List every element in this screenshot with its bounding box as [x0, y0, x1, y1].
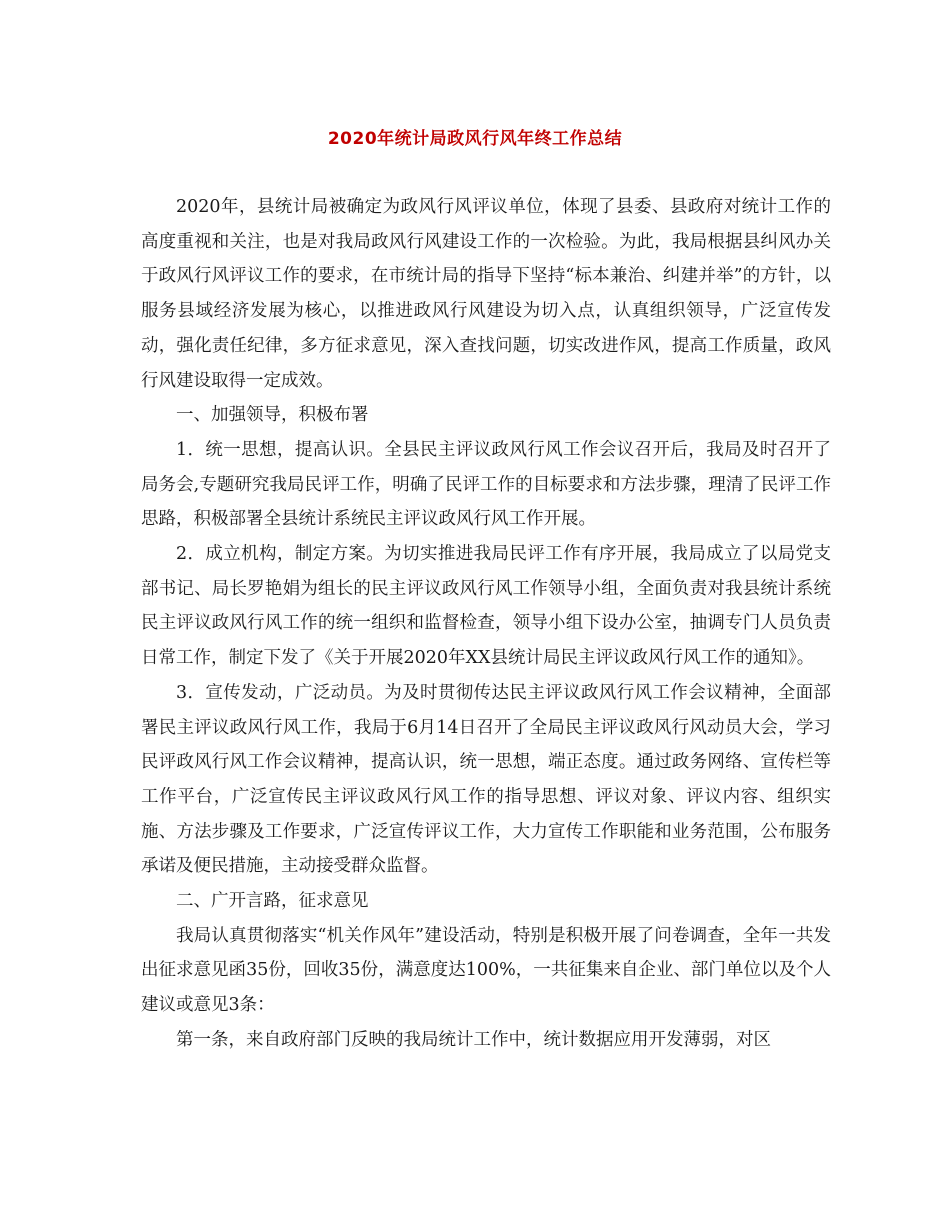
- paragraph-item-1: 1．统一思想，提高认识。全县民主评议政风行风工作会议召开后，我局及时召开了局务会,专题研究我局民评工作，明确了民评工作的目标要求和方法步骤，理清了民评工作思路，积极部署全县统计系统民主评议政风行风工作开展。: [141, 439, 831, 530]
- paragraph-item-3: 3．宣传发动，广泛动员。为及时贯彻传达民主评议政风行风工作会议精神，全面部署民主评议政风行风工作，我局于6月14日召开了全局民主评议政风行风动员大会，学习民评政风行风工作会议精神，提高认识，统一思想，端正态度。通过政务网络、宣传栏等工作平台，广泛宣传民主评议政风行风工作的指导思想、评议对象、评议内容、组织实施、方法步骤及工作要求，广泛宣传评议工作，大力宣传工作职能和业务范围，公布服务承诺及便民措施，主动接受群众监督。: [141, 682, 831, 877]
- section-heading-1: 一、加强领导，积极布署: [176, 405, 369, 426]
- document-body: [141, 190, 831, 1058]
- paragraph-intro: 2020年，县统计局被确定为政风行风评议单位，体现了县委、县政府对统计工作的高度重视和关注，也是对我局政风行风建设工作的一次检验。为此，我局根据县纠风办关于政风行风评议工作的要求，在市统计局的指导下坚持“标本兼治、纠建并举”的方针，以服务县域经济发展为核心，以推进政风行风建设为切入点，认真组织领导，广泛宣传发动，强化责任纪律，多方征求意见，深入查找问题，切实改进作风，提高工作质量，政风行风建设取得一定成效。: [141, 197, 831, 391]
- paragraph-first-opinion: 第一条，来自政府部门反映的我局统计工作中，统计数据应用开发薄弱，对区: [176, 1029, 771, 1050]
- document-title: 2020年统计局政风行风年终工作总结: [327, 129, 623, 149]
- paragraph-survey: 我局认真贯彻落实“机关作风年”建设活动，特别是积极开展了问卷调查，全年一共发出征求意见函35份，回收35份，满意度达100%，一共征集来自企业、部门单位以及个人建议或意见3条：: [141, 925, 831, 1016]
- section-heading-2: 二、广开言路，征求意见: [176, 891, 369, 912]
- paragraph-item-2: 2．成立机构，制定方案。为切实推进我局民评工作有序开展，我局成立了以局党支部书记、局长罗艳娟为组长的民主评议政风行风工作领导小组，全面负责对我县统计系统民主评议政风行风工作的统一组织和监督检查，领导小组下设办公室，抽调专门人员负责日常工作，制定下发了《关于开展2020年XX县统计局民主评议政风行风工作的通知》。: [141, 544, 831, 669]
